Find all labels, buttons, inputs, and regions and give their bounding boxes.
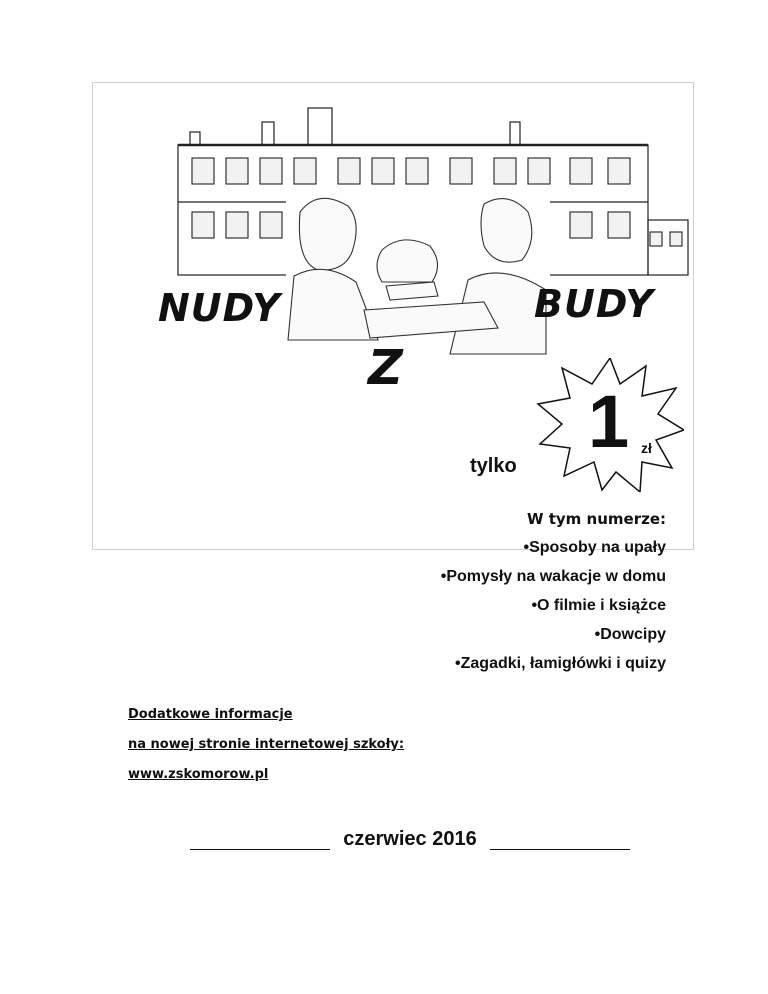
list-item: •Pomysły na wakacje w domu <box>440 568 666 585</box>
list-item: •Dowcipy <box>594 626 666 643</box>
school-building-sketch <box>150 100 700 400</box>
issue-date: czerwiec 2016 <box>343 828 477 850</box>
additional-info <box>128 700 404 790</box>
website-link[interactable]: www.zskomorow.pl <box>128 767 269 782</box>
issue-date-line <box>190 826 630 856</box>
title-budy: BUDY <box>534 282 654 326</box>
date-rule-right <box>490 849 630 850</box>
title-z: Z <box>368 340 404 396</box>
list-item: •O filmie i książce <box>531 597 666 614</box>
issue-contents-list <box>441 533 666 678</box>
list-item: •Zagadki, łamigłówki i quizy <box>455 655 666 672</box>
info-line-1: Dodatkowe informacje <box>128 707 293 722</box>
price-currency: zł <box>641 440 652 456</box>
issue-contents-heading: W tym numerze: <box>526 510 666 528</box>
price-prefix: tylko <box>470 455 517 477</box>
price-value: 1 <box>588 380 630 463</box>
info-line-2: na nowej stronie internetowej szkoły: <box>128 737 405 752</box>
title-nudy: NUDY <box>158 286 281 330</box>
list-item: •Sposoby na upały <box>523 539 666 556</box>
